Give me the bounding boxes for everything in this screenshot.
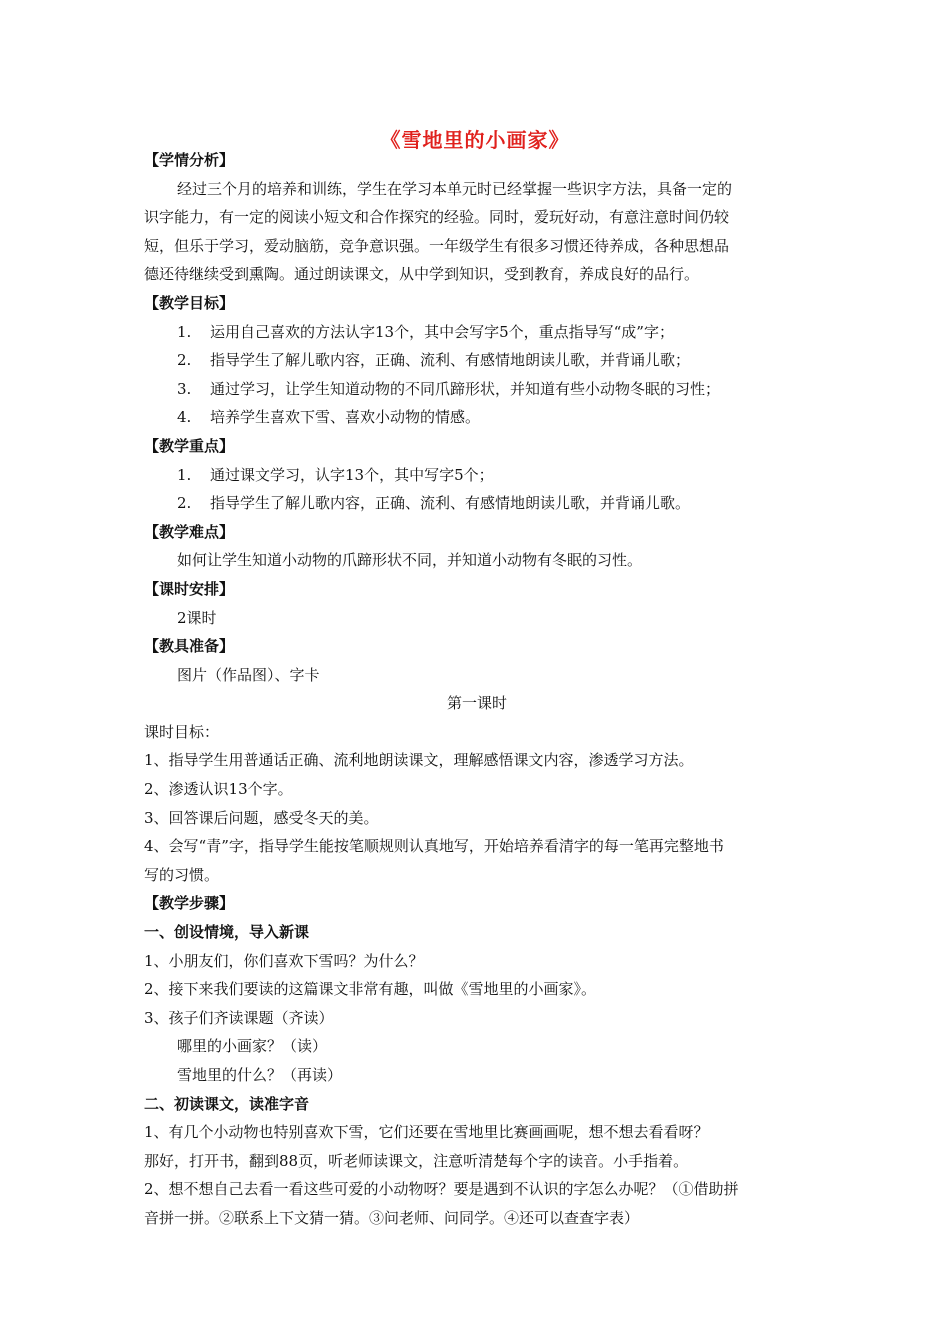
schedule-text: 2课时: [177, 608, 217, 627]
section-heading-keypoints: 【教学重点】: [144, 436, 235, 455]
lesson-goals-label: 课时目标：: [144, 722, 220, 741]
goal-number: 3.: [177, 379, 192, 398]
difficulty-text: 如何让学生知道小动物的爪蹄形状不同，并知道小动物有冬眠的习性。: [177, 551, 643, 570]
section-heading-analysis: 【学情分析】: [144, 151, 235, 169]
keypoint-item: [144, 489, 810, 518]
goal-text: 通过学习，让学生知道动物的不同爪蹄形状，并知道有些小动物冬眠的习性；: [210, 379, 721, 398]
section-heading-materials: 【教具准备】: [144, 637, 235, 656]
step-heading-part2: 二、初读课文，读准字音: [144, 1094, 310, 1113]
keypoint-text: 通过课文学习，认字13个，其中写字5个；: [210, 465, 494, 484]
goal-number: 1.: [177, 322, 192, 341]
keypoint-item: [144, 461, 810, 490]
step-line: 1、小朋友们，你们喜欢下雪吗？为什么？: [144, 951, 424, 970]
lesson-goal-line: 4、会写“青”字，指导学生能按笔顺规则认真地写，开始培养看清字的每一笔再完整地书: [144, 837, 724, 856]
step-line: 2、接下来我们要读的这篇课文非常有趣，叫做《雪地里的小画家》。: [144, 980, 597, 999]
goal-item: [144, 375, 810, 404]
analysis-line: 经过三个月的培养和训练，学生在学习本单元时已经掌握一些识字方法，具备一定的: [177, 179, 733, 198]
step-line: 那好，打开书，翻到88页，听老师读课文，注意听清楚每个字的读音。小手指着。: [144, 1151, 689, 1170]
analysis-line: 德还待继续受到熏陶。通过朗读课文，从中学到知识，受到教育，养成良好的品行。: [144, 265, 700, 284]
goal-item: [144, 318, 810, 347]
lesson-goal-line: 3、回答课后问题，感受冬天的美。: [144, 808, 379, 827]
lesson-heading: 第一课时: [446, 694, 507, 713]
section-heading-schedule: 【课时安排】: [144, 579, 235, 598]
step-line: 1、有几个小动物也特别喜欢下雪，它们还要在雪地里比赛画画呢，想不想去看看呀？: [144, 1123, 709, 1142]
analysis-line: 识字能力，有一定的阅读小短文和合作探究的经验。同时，爱玩好动，有意注意时间仍较: [144, 208, 730, 227]
document-title: 《雪地里的小画家》: [380, 128, 570, 152]
step-line-indented: 哪里的小画家？（读）: [177, 1037, 328, 1056]
section-heading-difficulty: 【教学难点】: [144, 522, 235, 541]
analysis-line: 短，但乐于学习，爱动脑筋，竞争意识强。一年级学生有很多习惯还待养成，各种思想品: [144, 236, 730, 255]
step-line-indented: 雪地里的什么？（再读）: [177, 1066, 343, 1084]
goal-number: 4.: [177, 408, 192, 427]
goal-text: 运用自己喜欢的方法认字13个，其中会写字5个，重点指导写“成”字；: [210, 322, 674, 341]
section-heading-steps: 【教学步骤】: [144, 894, 235, 913]
keypoint-number: 2.: [177, 494, 192, 513]
lesson-goal-line: 1、指导学生用普通话正确、流利地朗读课文，理解感悟课文内容，渗透学习方法。: [144, 751, 694, 770]
goal-number: 2.: [177, 351, 192, 370]
step-line: 3、孩子们齐读课题（齐读）: [144, 1008, 334, 1027]
lesson-goal-line: 2、渗透认识13个字。: [144, 780, 293, 799]
goal-text: 培养学生喜欢下雪、喜欢小动物的情感。: [210, 408, 481, 427]
section-heading-goals: 【教学目标】: [144, 293, 235, 312]
keypoint-text: 指导学生了解儿歌内容，正确、流利、有感情地朗读儿歌，并背诵儿歌。: [210, 494, 691, 513]
document-body: [144, 146, 810, 1233]
step-heading-part1: 一、创设情境，导入新课: [144, 923, 310, 942]
keypoint-number: 1.: [177, 465, 192, 484]
step-line: 音拼一拼。②联系上下文猜一猜。③问老师、问同学。④还可以查查字表）: [144, 1208, 640, 1227]
goal-item: [144, 346, 810, 375]
lesson-goal-line: 写的习惯。: [144, 865, 220, 884]
goal-item: [144, 403, 810, 432]
materials-text: 图片（作品图）、字卡: [177, 665, 320, 684]
step-line: 2、想不想自己去看一看这些可爱的小动物呀？要是遇到不认识的字怎么办呢？（①借助拼: [144, 1180, 739, 1199]
goal-text: 指导学生了解儿歌内容，正确、流利、有感情地朗读儿歌，并背诵儿歌；: [210, 351, 691, 370]
